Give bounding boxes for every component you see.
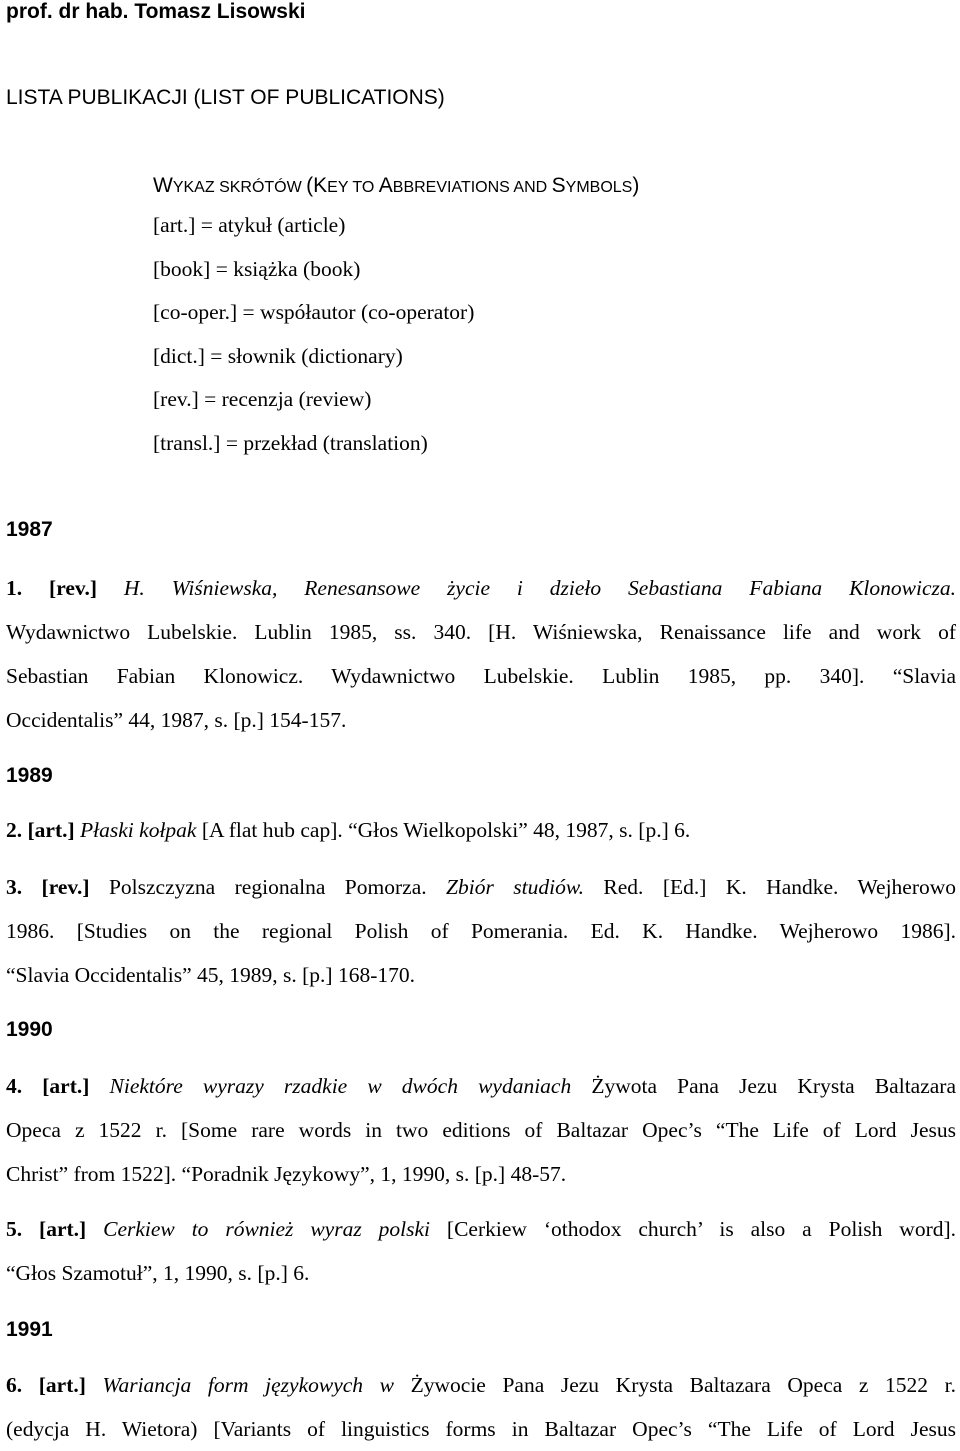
abbreviation-item: [rev.] = recenzja (review) xyxy=(153,387,372,411)
entry-title: H. Wiśniewska, Renesansowe życie i dzieło Sebastiana Fabiana Klonowicza. xyxy=(123,576,956,600)
entry-title: Zbiór studiów. xyxy=(446,875,584,899)
entry-text: (edycja H. Wietora) [Variants of linguistics forms in Baltazar Opec’s “The Life of Lord Jesus xyxy=(6,1417,956,1441)
abbreviation-item: [art.] = atykuł (article) xyxy=(153,213,346,237)
year-heading: 1991 xyxy=(6,1318,53,1341)
abbreviations-heading: WYKAZ SKRÓTÓW (KEY TO ABBREVIATIONS AND SYMBOLS) xyxy=(153,174,640,197)
entry-number: 5. [art.] xyxy=(6,1217,87,1241)
entry-number: 3. [rev.] xyxy=(6,875,90,899)
entry-text: “Głos Szamotuł”, 1, 1990, s. [p.] 6. xyxy=(6,1261,310,1285)
entry-title: Cerkiew to również wyraz polski xyxy=(103,1217,430,1241)
entry-number: 1. [rev.] xyxy=(6,576,97,600)
entry-text: [A flat hub cap]. “Głos Wielkopolski” 48, 1987, s. [p.] 6. xyxy=(201,818,691,842)
year-heading: 1990 xyxy=(6,1018,53,1041)
publication-entry: 4. [art.] Niektóre wyrazy rzadkie w dwóch wydaniach Żywota Pana Jezu Krysta Baltazara Opeca z 1522 r. [Some rare words in two editions of Baltazar Opec’s “The Life of Lord Jesus Christ” from 1522]. “Poradnik Językowy”, 1, 1990, s. [p.] 48-57. xyxy=(6,1064,956,1196)
document-title: LISTA PUBLIKACJI (LIST OF PUBLICATIONS) xyxy=(6,86,445,109)
entry-text: “Slavia Occidentalis” 45, 1989, s. [p.] 168-170. xyxy=(6,963,416,987)
abbreviation-item: [dict.] = słownik (dictionary) xyxy=(153,343,403,368)
author-name: prof. dr hab. Tomasz Lisowski xyxy=(6,0,306,23)
abbreviation-item: [co-oper.] = współautor (co-operator) xyxy=(153,300,475,324)
entry-text: Wydawnictwo Lubelskie. Lublin 1985, ss. 340. [H. Wiśniewska, Renaissance life and work of xyxy=(6,620,956,644)
abbreviations-section xyxy=(153,170,639,465)
entry-title: Płaski kołpak xyxy=(80,818,197,842)
entry-text: Sebastian Fabian Klonowicz. Wydawnictwo Lubelskie. Lublin 1985, pp. 340]. “Slavia xyxy=(6,664,956,688)
publication-entry xyxy=(6,808,956,852)
year-heading: 1989 xyxy=(6,764,53,787)
entry-number: 2. [art.] xyxy=(6,818,75,842)
abbreviation-item: [transl.] = przekład (translation) xyxy=(153,430,428,455)
entry-title: Niektóre wyrazy rzadkie w dwóch wydaniach xyxy=(109,1074,572,1098)
entry-text: Christ” from 1522]. “Poradnik Językowy”, 1, 1990, s. [p.] 48-57. xyxy=(6,1162,567,1186)
entry-text: Occidentalis” 44, 1987, s. [p.] 154-157. xyxy=(6,708,347,732)
year-heading: 1987 xyxy=(6,518,53,541)
entry-title: Wariancja form językowych w xyxy=(102,1373,394,1397)
publication-entry: 6. [art.] Wariancja form językowych w Żywocie Pana Jezu Krysta Baltazara Opeca z 1522 r. (edycja H. Wietora) [Variants of linguistics forms in Baltazar Opec’s “The Life of Lord Jesus xyxy=(6,1363,956,1451)
entry-text: 1986. [Studies on the regional Polish of Pomerania. Ed. K. Handke. Wejherowo 1986]. xyxy=(6,919,956,943)
publication-entry xyxy=(6,566,956,742)
publication-entry: 5. [art.] Cerkiew to również wyraz polski [Cerkiew ‘othodox church’ is also a Polish word]. “Głos Szamotuł”, 1, 1990, s. [p.] 6. xyxy=(6,1207,956,1295)
publication-entry: 3. [rev.] Polszczyzna regionalna Pomorza. Zbiór studiów. Red. [Ed.] K. Handke. Wejherowo 1986. [Studies on the regional Polish of Pomerania. Ed. K. Handke. Wejherowo 1986]. “Slavia Occidentalis” 45, 1989, s. [p.] 168-170. xyxy=(6,865,956,997)
abbreviation-item: [book] = książka (book) xyxy=(153,256,361,281)
entry-text: Opeca z 1522 r. [Some rare words in two editions of Baltazar Opec’s “The Life of Lord Jesus xyxy=(6,1118,956,1142)
entry-number: 4. [art.] xyxy=(6,1074,90,1098)
entry-number: 6. [art.] xyxy=(6,1373,86,1397)
